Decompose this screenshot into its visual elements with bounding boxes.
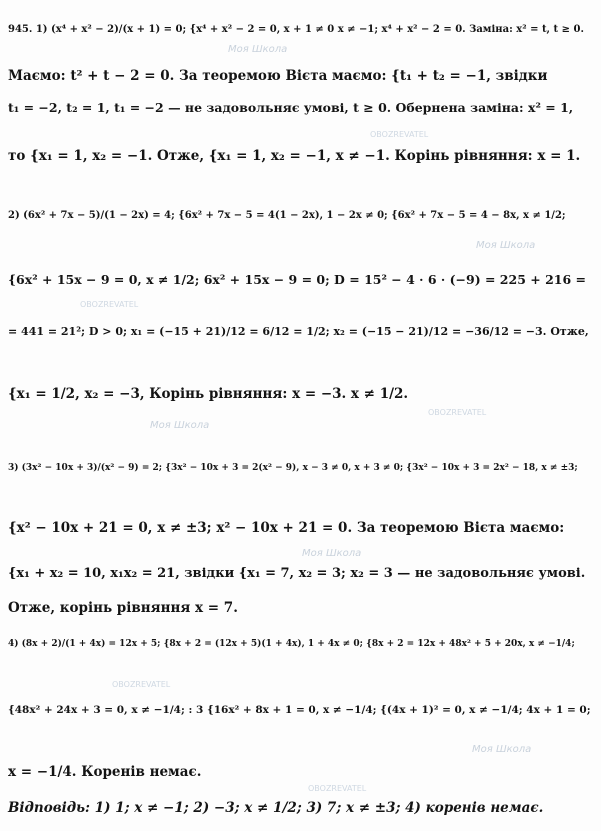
line-15: x = −1/4. Коренів немає. [8, 764, 202, 780]
line-11: {x₁ + x₂ = 10, x₁x₂ = 21, звідки {x₁ = 7, x₂ = 3; x₂ = 3 — не задовольняє умові. [8, 566, 586, 581]
line-1: 945. 1) (x⁴ + x² − 2)/(x + 1) = 0; {x⁴ + x² − 2 = 0, x + 1 ≠ 0 x ≠ −1; x⁴ + x² − 2 = 0. Заміна: x² = t, t ≥ 0. [8, 24, 584, 35]
line-7: = 441 = 21²; D > 0; x₁ = (−15 + 21)/12 = 6/12 = 1/2; x₂ = (−15 − 21)/12 = −36/12 = −3. Отже, [8, 325, 589, 338]
watermark-obozrevatel: OBOZREVATEL [428, 408, 487, 417]
watermark-moya-shkola: Моя Школа [476, 240, 536, 251]
watermark-moya-shkola: Моя Школа [228, 44, 288, 55]
line-2: Маємо: t² + t − 2 = 0. За теоремою Вієта маємо: {t₁ + t₂ = −1, звідки [8, 68, 548, 84]
watermark-obozrevatel: OBOZREVATEL [308, 784, 367, 793]
watermark-moya-shkola: Моя Школа [150, 420, 210, 431]
watermark-obozrevatel: OBOZREVATEL [112, 680, 171, 689]
line-6: {6x² + 15x − 9 = 0, x ≠ 1/2; 6x² + 15x − 9 = 0; D = 15² − 4 · 6 · (−9) = 225 + 216 = [8, 272, 586, 287]
line-4: то {x₁ = 1, x₂ = −1. Отже, {x₁ = 1, x₂ = −1, x ≠ −1. Корінь рівняння: x = 1. [8, 148, 581, 164]
line-13: 4) (8x + 2)/(1 + 4x) = 12x + 5; {8x + 2 = (12x + 5)(1 + 4x), 1 + 4x ≠ 0; {8x + 2 = 12x + 48x² + 5 + 20x, x ≠ −1/4; [8, 639, 575, 649]
watermark-obozrevatel: OBOZREVATEL [370, 130, 429, 139]
line-5: 2) (6x² + 7x − 5)/(1 − 2x) = 4; {6x² + 7x − 5 = 4(1 − 2x), 1 − 2x ≠ 0; {6x² + 7x − 5 = 4 − 8x, x ≠ 1/2; [8, 210, 566, 221]
line-14: {48x² + 24x + 3 = 0, x ≠ −1/4; : 3 {16x² + 8x + 1 = 0, x ≠ −1/4; {(4x + 1)² = 0, x ≠ −1/4; 4x + 1 = 0; [8, 704, 591, 716]
answer-line: Відповідь: 1) 1; x ≠ −1; 2) −3; x ≠ 1/2; 3) 7; x ≠ ±3; 4) коренів немає. [8, 800, 544, 816]
watermark-moya-shkola: Моя Школа [302, 548, 362, 559]
line-12: Отже, корінь рівняння x = 7. [8, 600, 238, 616]
line-10: {x² − 10x + 21 = 0, x ≠ ±3; x² − 10x + 21 = 0. За теоремою Вієта маємо: [8, 520, 565, 536]
line-9: 3) (3x² − 10x + 3)/(x² − 9) = 2; {3x² − 10x + 3 = 2(x² − 9), x − 3 ≠ 0, x + 3 ≠ 0; {3x² − 10x + 3 = 2x² − 18, x ≠ ±3; [8, 463, 578, 473]
line-8: {x₁ = 1/2, x₂ = −3, Корінь рівняння: x = −3. x ≠ 1/2. [8, 386, 409, 402]
watermark-obozrevatel: OBOZREVATEL [80, 300, 139, 309]
line-3: t₁ = −2, t₂ = 1, t₁ = −2 — не задовольняє умові, t ≥ 0. Обернена заміна: x² = 1, [8, 100, 574, 115]
watermark-moya-shkola: Моя Школа [472, 744, 532, 755]
